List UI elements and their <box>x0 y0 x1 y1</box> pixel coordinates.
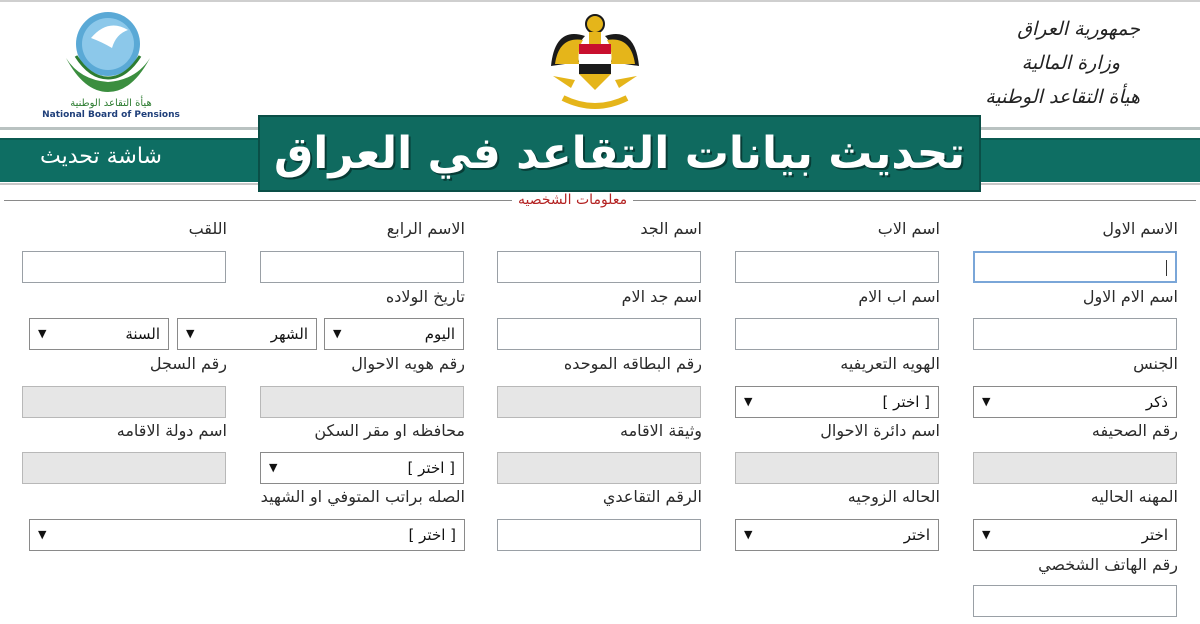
governorate-select[interactable] <box>260 452 464 484</box>
mother-first-name-input[interactable] <box>973 318 1177 350</box>
phone-input[interactable] <box>973 585 1177 617</box>
chevron-down-icon: ▼ <box>982 395 991 408</box>
label-residence-doc: وثيقة الاقامه <box>619 421 702 440</box>
label-record-no: رقم السجل <box>149 354 227 373</box>
civil-id-input[interactable] <box>260 386 464 418</box>
id-card-value: [ اختر ] <box>882 393 930 411</box>
relation-value: [ اختر ] <box>408 526 456 544</box>
fourth-name-input[interactable] <box>260 251 464 283</box>
marital-status-value: اختر <box>903 526 930 544</box>
label-gender: الجنس <box>1133 354 1178 373</box>
residence-doc-input[interactable] <box>497 452 701 484</box>
relation-select[interactable] <box>29 519 465 551</box>
label-fourth-name: الاسم الرابع <box>386 219 465 238</box>
label-unified-card: رقم البطاقه الموحده <box>563 354 702 373</box>
label-surname: اللقب <box>188 219 227 238</box>
label-civil-id: رقم هويه الاحوال <box>351 354 465 373</box>
grandfather-name-input[interactable] <box>497 251 701 283</box>
mother-father-name-input[interactable] <box>735 318 939 350</box>
marital-status-select[interactable] <box>735 519 939 551</box>
label-residence-country: اسم دولة الاقامه <box>116 421 227 440</box>
gov-ministry: وزارة المالية <box>1021 52 1120 74</box>
title-banner-text: تحديث بيانات التقاعد في العراق <box>273 128 966 179</box>
chevron-down-icon: ▼ <box>744 528 753 541</box>
chevron-down-icon: ▼ <box>186 327 195 340</box>
logo-emblem-icon <box>36 8 186 98</box>
label-mother-first-name: اسم الام الاول <box>1082 287 1178 306</box>
father-name-input[interactable] <box>735 251 939 283</box>
mother-grandfather-name-input[interactable] <box>497 318 701 350</box>
pension-no-input[interactable] <box>497 519 701 551</box>
label-first-name: الاسم الاول <box>1102 219 1178 238</box>
chevron-down-icon: ▼ <box>38 528 47 541</box>
label-grandfather-name: اسم الجد <box>640 219 702 238</box>
birth-day-value: اليوم <box>424 325 455 343</box>
iraq-eagle-emblem <box>545 6 645 118</box>
label-father-name: اسم الاب <box>877 219 940 238</box>
label-id-card: الهويه التعريفيه <box>840 354 940 373</box>
page-no-input[interactable] <box>973 452 1177 484</box>
text-cursor <box>1166 260 1167 276</box>
gender-select[interactable] <box>973 386 1177 418</box>
birth-month-value: الشهر <box>270 325 308 343</box>
logo-org-arabic: هيأة التقاعد الوطنية <box>70 98 152 109</box>
label-relation: الصله براتب المتوفي او الشهيد <box>260 487 465 506</box>
label-birth-date: تاريخ الولاده <box>385 287 465 306</box>
label-mother-father-name: اسم اب الام <box>858 287 940 306</box>
birth-month-select[interactable] <box>177 318 317 350</box>
label-phone: رقم الهاتف الشخصي <box>1038 555 1178 574</box>
surname-input[interactable] <box>22 251 226 283</box>
gender-value: ذكر <box>1145 393 1168 411</box>
eagle-icon <box>545 6 645 118</box>
screen-title: شاشة تحديث <box>40 144 162 169</box>
label-civil-office: اسم دائرة الاحوال <box>820 421 940 440</box>
label-governorate: محافظه او مقر السكن <box>314 421 465 440</box>
chevron-down-icon: ▼ <box>982 528 991 541</box>
chevron-down-icon: ▼ <box>269 461 278 474</box>
label-profession: المهنه الحاليه <box>1090 487 1178 506</box>
label-mother-grandfather-name: اسم جد الام <box>621 287 702 306</box>
profession-value: اختر <box>1141 526 1168 544</box>
id-card-select[interactable] <box>735 386 939 418</box>
unified-card-input[interactable] <box>497 386 701 418</box>
chevron-down-icon: ▼ <box>333 327 342 340</box>
gov-republic: جمهورية العراق <box>1017 18 1140 40</box>
fieldset-legend: معلومات الشخصيه <box>512 192 633 208</box>
logo-org-english: National Board of Pensions <box>42 110 180 120</box>
civil-office-input[interactable] <box>735 452 939 484</box>
governorate-value: [ اختر ] <box>407 459 455 477</box>
residence-country-input[interactable] <box>22 452 226 484</box>
first-name-input[interactable] <box>973 251 1177 283</box>
label-marital-status: الحاله الزوجيه <box>847 487 940 506</box>
chevron-down-icon: ▼ <box>744 395 753 408</box>
birth-day-select[interactable] <box>324 318 464 350</box>
label-page-no: رقم الصحيفه <box>1091 421 1178 440</box>
profession-select[interactable] <box>973 519 1177 551</box>
chevron-down-icon: ▼ <box>38 327 47 340</box>
birth-year-select[interactable] <box>29 318 169 350</box>
birth-year-value: السنة <box>125 325 160 343</box>
top-border <box>0 0 1200 2</box>
label-pension-no: الرقم التقاعدي <box>602 487 702 506</box>
record-no-input[interactable] <box>22 386 226 418</box>
gov-board: هيأة التقاعد الوطنية <box>985 86 1140 108</box>
